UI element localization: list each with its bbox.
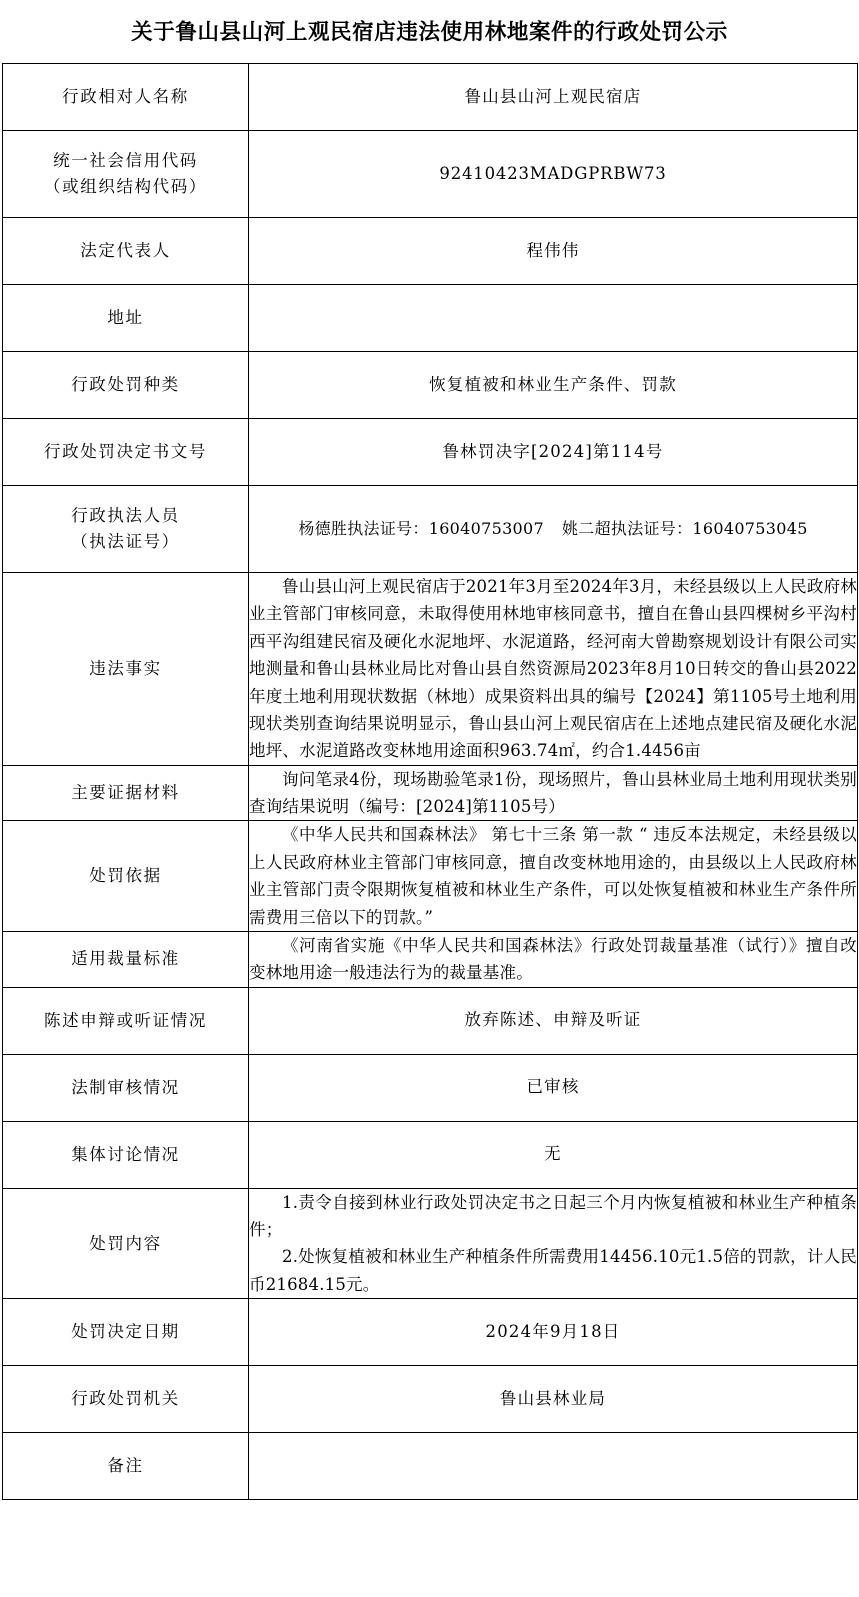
row-value-officers [249, 486, 858, 573]
table-row-decision-date [3, 1299, 858, 1366]
row-label-legal-review: 法制审核情况 [3, 1054, 249, 1121]
row-value-evidence [249, 765, 858, 821]
officer-2-text: 姚二超执法证号：16040753045 [562, 519, 808, 539]
officers-label-line1: 行政执法人员 [71, 506, 180, 526]
table-row-evidence [3, 765, 858, 821]
row-label-decision-doc-no: 行政处罚决定书文号 [3, 419, 249, 486]
table-row-violation-facts [3, 573, 858, 766]
credit-code-label-line1: 统一社会信用代码 [53, 151, 198, 171]
row-label-legal-representative: 法定代表人 [3, 218, 249, 285]
row-value-discretion-standard [249, 931, 858, 987]
row-label-discretion-standard: 适用裁量标准 [3, 931, 249, 987]
row-label-evidence: 主要证据材料 [3, 765, 249, 821]
row-label-authority: 行政处罚机关 [3, 1366, 249, 1433]
legal-representative-text: 程伟伟 [526, 240, 580, 260]
row-value-decision-date [249, 1299, 858, 1366]
penalty-content-item-1: 1.责令自接到林业行政处罚决定书之日起三个月内恢复植被和林业生产种植条件； [249, 1192, 857, 1240]
row-value-party-name [249, 64, 858, 131]
row-label-address: 地址 [3, 285, 249, 352]
row-label-party-name: 行政相对人名称 [3, 64, 249, 131]
table-row-party-name [3, 64, 858, 131]
row-value-legal-basis [249, 821, 858, 932]
row-label-legal-basis: 处罚依据 [3, 821, 249, 932]
table-row-legal-representative [3, 218, 858, 285]
table-row-remarks [3, 1433, 858, 1500]
table-row-penalty-type [3, 352, 858, 419]
evidence-text: 询问笔录4份，现场勘验笔录1份，现场照片，鲁山县林业局土地利用现状类别查询结果说明（编号：[2024]第1105号） [249, 769, 857, 817]
statement-defense-text: 放弃陈述、申辩及听证 [464, 1010, 642, 1030]
table-row-address [3, 285, 858, 352]
collective-discussion-text: 无 [544, 1144, 562, 1164]
row-label-statement-defense: 陈述申辩或听证情况 [3, 987, 249, 1054]
row-value-authority [249, 1366, 858, 1433]
row-label-violation-facts: 违法事实 [3, 573, 249, 766]
credit-code-text: 92410423MADGPRBW73 [439, 163, 667, 183]
row-label-decision-date: 处罚决定日期 [3, 1299, 249, 1366]
penalty-type-text: 恢复植被和林业生产条件、罚款 [429, 374, 677, 394]
row-label-credit-code [3, 131, 249, 218]
row-value-address [249, 285, 858, 352]
table-row-legal-review [3, 1054, 858, 1121]
page-title: 关于鲁山县山河上观民宿店违法使用林地案件的行政处罚公示 [131, 20, 728, 45]
table-row-credit-code [3, 131, 858, 218]
decision-doc-no-text: 鲁林罚决字[2024]第114号 [442, 441, 664, 461]
row-label-officers [3, 486, 249, 573]
table-row-collective-discussion [3, 1121, 858, 1188]
row-value-penalty-type [249, 352, 858, 419]
authority-text: 鲁山县林业局 [499, 1388, 607, 1408]
table-row-statement-defense [3, 987, 858, 1054]
row-value-legal-representative [249, 218, 858, 285]
row-value-remarks [249, 1433, 858, 1500]
row-label-collective-discussion: 集体讨论情况 [3, 1121, 249, 1188]
row-value-decision-doc-no [249, 419, 858, 486]
row-value-legal-review [249, 1054, 858, 1121]
table-row-penalty-content [3, 1188, 858, 1299]
table-row-officers [3, 486, 858, 573]
officers-label-line2: （执法证号） [71, 532, 180, 552]
penalty-info-table [2, 63, 858, 1500]
legal-basis-text: 《中华人民共和国森林法》 第七十三条 第一款 “ 违反本法规定，未经县级以上人民政府林业主管部门审核同意，擅自改变林地用途的，由县级以上人民政府林业主管部门责令限期恢复植被和林业生产条件，可以处恢复植被和林业生产条件所需费用三倍以下的罚款。” [249, 825, 857, 927]
officers-text [249, 516, 857, 542]
table-row-legal-basis [3, 821, 858, 932]
row-value-statement-defense [249, 987, 858, 1054]
penalty-content-item-2: 2.处恢复植被和林业生产种植条件所需费用14456.10元1.5倍的罚款，计人民币21684.15元。 [249, 1247, 857, 1294]
row-label-remarks: 备注 [3, 1433, 249, 1500]
row-label-penalty-type: 行政处罚种类 [3, 352, 249, 419]
officer-1-text: 杨德胜执法证号：16040753007 [298, 519, 544, 539]
row-value-collective-discussion [249, 1121, 858, 1188]
row-value-penalty-content [249, 1188, 858, 1299]
row-value-violation-facts [249, 573, 858, 766]
credit-code-label-line2: （或组织结构代码） [44, 177, 207, 197]
violation-facts-text: 鲁山县山河上观民宿店于2021年3月至2024年3月，未经县级以上人民政府林业主管部门审核同意，未取得使用林地审核同意书，擅自在鲁山县四棵树乡平沟村西平沟组建民宿及硬化水泥地坪、水泥道路，经河南大曾勘察规划设计有限公司实地测量和鲁山县林业局比对鲁山县自然资源局2023年8月10日转交的鲁山县2022年度土地利用现状数据（林地）成果资料出具的编号【2024】第1105号土地利用现状类别查询结果说明显示，鲁山县山河上观民宿店在上述地点建民宿及硬化水泥地坪、水泥道路改变林地用途面积963.74㎡，约合1.4456亩 [249, 577, 857, 761]
legal-review-text: 已审核 [526, 1077, 580, 1097]
row-label-penalty-content: 处罚内容 [3, 1188, 249, 1299]
table-row-authority [3, 1366, 858, 1433]
table-row-decision-doc-no [3, 419, 858, 486]
row-value-credit-code [249, 131, 858, 218]
table-row-discretion-standard [3, 931, 858, 987]
discretion-standard-text: 《河南省实施《中华人民共和国森林法》行政处罚裁量基准（试行）》擅自改变林地用途一般违法行为的裁量基准。 [249, 935, 857, 983]
decision-date-text: 2024年9月18日 [485, 1321, 621, 1341]
party-name-text: 鲁山县山河上观民宿店 [464, 86, 642, 106]
